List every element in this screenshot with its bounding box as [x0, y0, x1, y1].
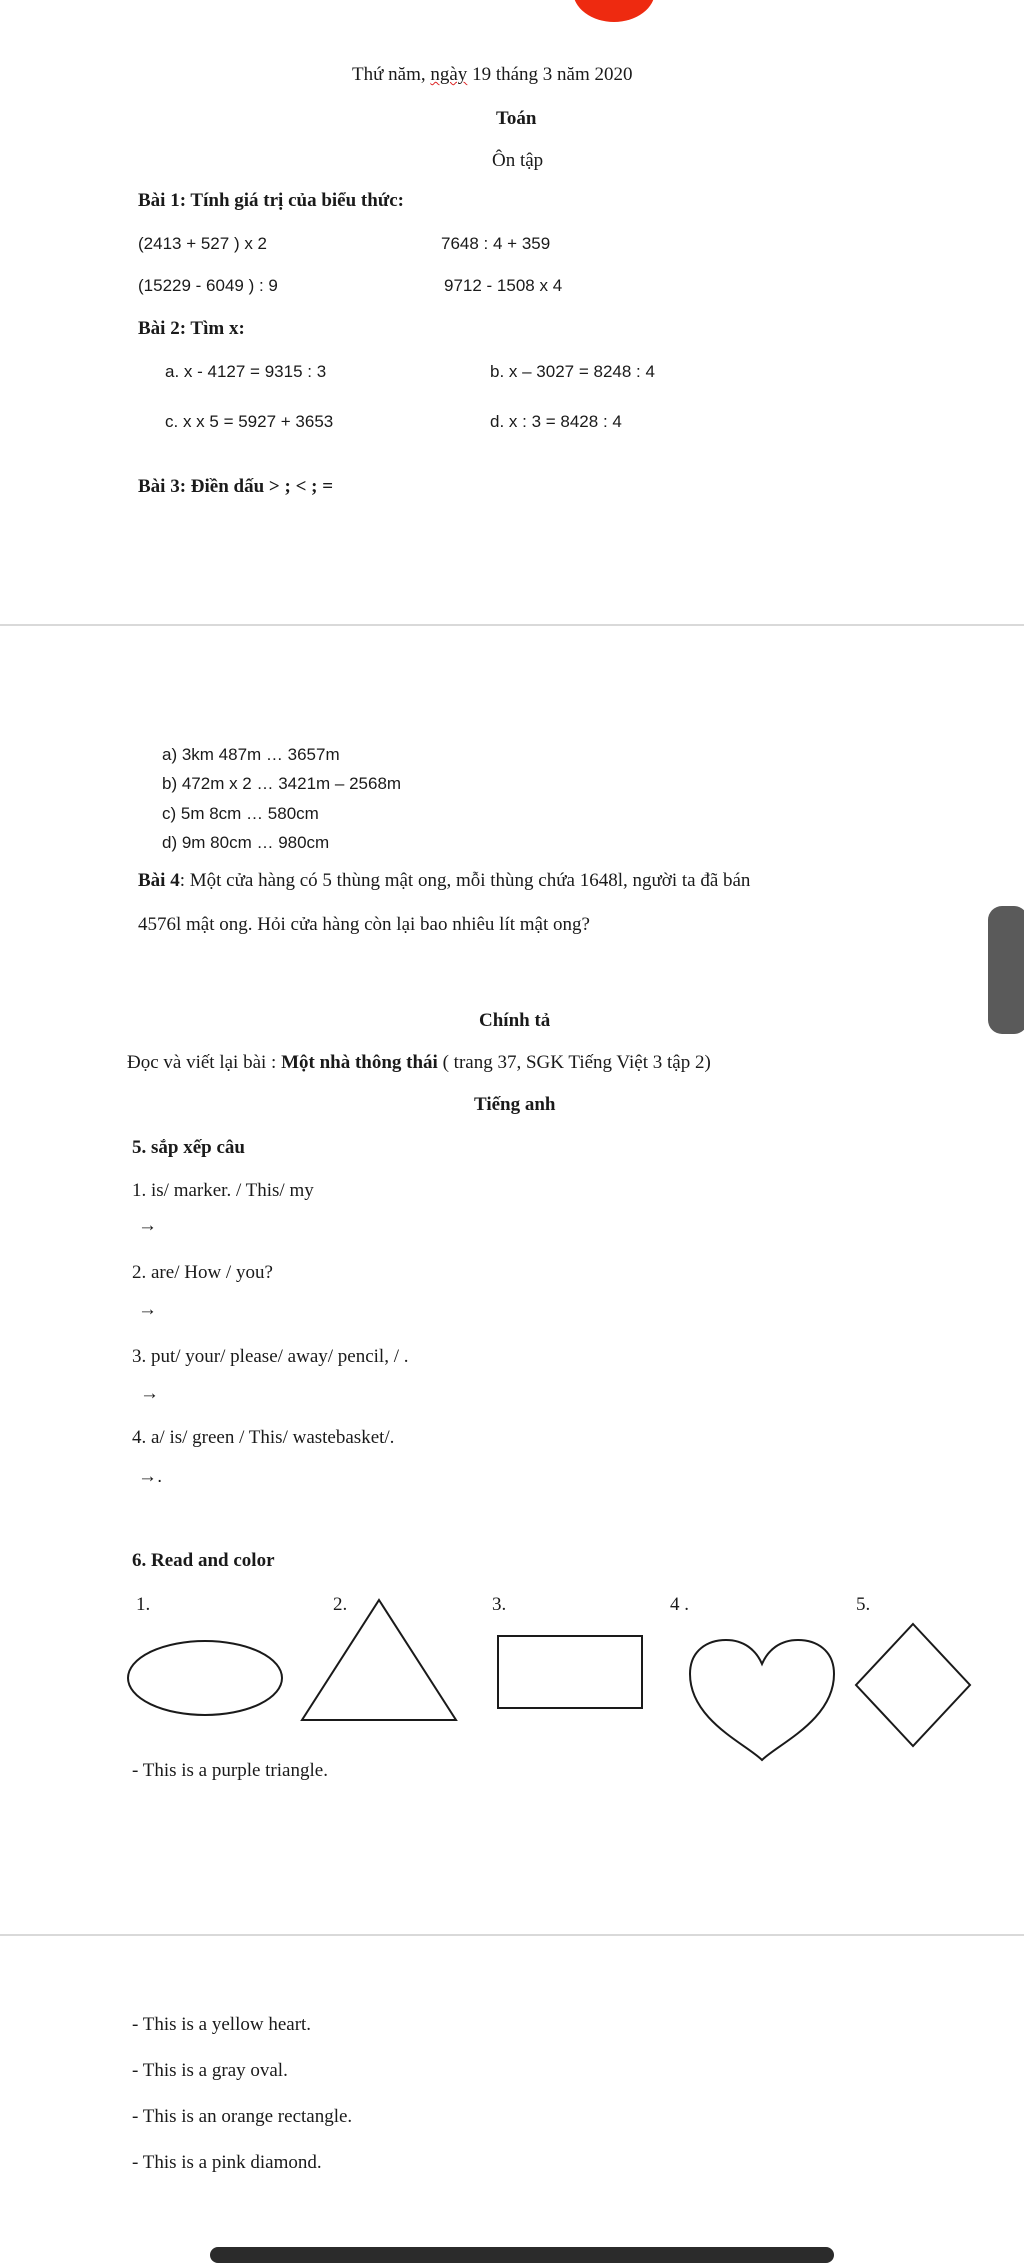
subject-title: Toán: [496, 108, 537, 129]
page-separator: [0, 1934, 1024, 1936]
chinh-ta-title: Chính tả: [479, 1010, 551, 1031]
bai2-item: c. x x 5 = 5927 + 3653: [165, 412, 334, 431]
topic-title: Ôn tập: [492, 150, 544, 171]
chinh-ta-instruction: Đọc và viết lại bài : Một nhà thông thái ( trang 37, SGK Tiếng Việt 3 tập 2): [127, 1052, 711, 1073]
shape-number: 1.: [136, 1594, 151, 1615]
sentence-item: 4. a/ is/ green / This/ wastebasket/.: [132, 1427, 395, 1448]
arrow-icon: →: [140, 1383, 159, 1404]
triangle-shape: [298, 1596, 460, 1724]
bai4-line1: Bài 4: Một cửa hàng có 5 thùng mật ong, mỗi thùng chứa 1648l, người ta đã bán: [138, 870, 751, 891]
page-separator: [0, 624, 1024, 626]
bai1-item: 7648 : 4 + 359: [441, 234, 551, 253]
rectangle-shape: [496, 1634, 644, 1710]
bai1-title: Bài 1: Tính giá trị của biểu thức:: [138, 190, 404, 211]
shape-number: 5.: [856, 1594, 871, 1615]
tieng-anh-title: Tiếng anh: [474, 1094, 556, 1115]
color-sentence: - This is a pink diamond.: [132, 2152, 322, 2173]
arrow-icon: →: [138, 1215, 157, 1236]
bai4-line2: 4576l mật ong. Hỏi cửa hàng còn lại bao nhiêu lít mật ong?: [138, 914, 590, 935]
bai3-item: a) 3km 487m … 3657m: [162, 745, 340, 764]
shape-number: 2.: [333, 1594, 348, 1615]
bai3-item: b) 472m x 2 … 3421m – 2568m: [162, 774, 402, 793]
bai2-item: a. x - 4127 = 9315 : 3: [165, 362, 327, 381]
arrow-icon: →.: [138, 1466, 163, 1487]
bai3-item: d) 9m 80cm … 980cm: [162, 833, 330, 852]
arrow-icon: →: [138, 1299, 157, 1320]
oval-shape: [124, 1636, 286, 1720]
bai2-item: d. x : 3 = 8428 : 4: [490, 412, 622, 431]
home-indicator-bar[interactable]: [210, 2247, 834, 2263]
sentence-item: 3. put/ your/ please/ away/ pencil, / .: [132, 1346, 409, 1367]
section6-title: 6. Read and color: [132, 1550, 275, 1571]
section5-title: 5. sắp xếp câu: [132, 1137, 245, 1158]
color-sentence: - This is a yellow heart.: [132, 2014, 312, 2035]
date-line: Thứ năm, ngày 19 tháng 3 năm 2020: [352, 64, 633, 85]
bai1-item: (2413 + 527 ) x 2: [138, 234, 268, 253]
bai1-item: 9712 - 1508 x 4: [444, 276, 563, 295]
bai1-item: (15229 - 6049 ) : 9: [138, 276, 278, 295]
heart-shape: [686, 1636, 838, 1764]
shape-number: 3.: [492, 1594, 507, 1615]
sentence-item: 2. are/ How / you?: [132, 1262, 273, 1283]
bai3-title: Bài 3: Điền dấu > ; < ; =: [138, 476, 334, 497]
diamond-shape: [852, 1620, 974, 1750]
bai2-title: Bài 2: Tìm x:: [138, 318, 245, 339]
shape-number: 4 .: [670, 1594, 689, 1615]
color-sentence: - This is a purple triangle.: [132, 1760, 328, 1781]
color-sentence: - This is an orange rectangle.: [132, 2106, 353, 2127]
spellcheck-word: ngày: [430, 64, 468, 85]
scroll-handle[interactable]: [988, 906, 1024, 1034]
bai2-item: b. x – 3027 = 8248 : 4: [490, 362, 655, 381]
color-sentence: - This is a gray oval.: [132, 2060, 288, 2081]
sentence-item: 1. is/ marker. / This/ my: [132, 1180, 314, 1201]
bai3-item: c) 5m 8cm … 580cm: [162, 804, 319, 823]
top-red-circle: [573, 0, 655, 22]
